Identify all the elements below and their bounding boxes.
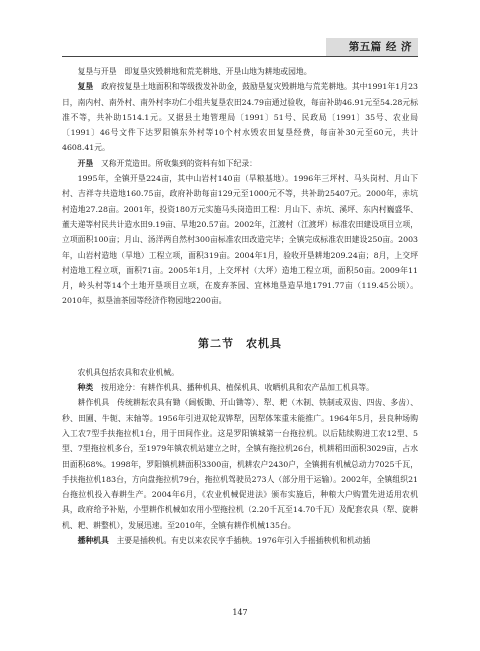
chapter-title: 经 济 bbox=[385, 41, 412, 53]
paragraph: 复垦与开垦 即复垦灾毁耕地和荒芜耕地、开垦山地为耕地或园地。 bbox=[77, 67, 312, 76]
running-header bbox=[62, 38, 418, 57]
section-heading: 第二节 农机具 bbox=[198, 336, 282, 350]
page-number: 147 bbox=[232, 608, 248, 617]
chapter-label: 第五篇 bbox=[348, 41, 382, 53]
paragraph: 开垦 又称开荒造田。所收集到的资料有如下纪录： bbox=[77, 158, 257, 168]
paragraph: 种类 按用途分：有耕作机具、播种机具、植保机具、收晒机具和农产品加工机具等。 bbox=[77, 383, 374, 393]
body-text bbox=[62, 64, 418, 548]
paragraph: 耕作机具 传统耕耘农具有锄（阔板锄、开山锄等）、犁、耙（木制、铁制或双齿、四齿、多齿）、秒、田圃、牛轭、末轴等。1956年引进双轮双铧犁，因犁体笨重未能推广。1964年5月，县良种场购入工农7型手扶拖拉机1台，用于田间作业。这是罗阳镇城第一台拖拉机。以后陆续购进工农12型、5型、7型拖拉机多台，至1979年镇农机站建立之时，全镇有拖拉机26台，机耕稻田面积3029亩，占水田面积68%。1998年，罗阳镇机耕面积3300亩，机耕农户2430户，全镇拥有机械总动力7025千瓦，手扶拖拉机183台，方向盘拖拉机79台，拖拉机驾驶员273人（部分用于运输）。2002年，全镇组织21台拖拉机投入春耕生产。2004年6月，《农业机械促进法》颁布实施后，种粮大户购置先进适用农机具，政府给予补贴，小型耕作机械如农用小型拖拉机（2.20千瓦至14.70千瓦）及配套农具（犁、旋耕机、耙、耕整机），发展迅速。至2010年，全镇有耕作机械135台。 bbox=[62, 398, 418, 530]
chapter-tab bbox=[326, 38, 418, 56]
paragraph: 农机具包括农具和农业机械。 bbox=[77, 367, 179, 377]
paragraph: 复垦 政府按复垦土地面积和等级拨发补助金，鼓励垦复灾毁耕地与荒芜耕地。其中1991年1月23日，南内村、南外村、南外村李功仁小组共复垦农田24.79亩通过验收，每亩补助46.91元至54.28元标准不等，共补助1514.1元。又据县土地管理局〔1991〕51号、民政局〔1991〕35号、农业局〔1991〕46号文件下达罗阳镇东外村等10个村水毁农田复垦经费，每亩补30元至60元，共计4608.41元。 bbox=[62, 82, 418, 153]
paragraph-lead: 开垦 bbox=[77, 158, 94, 168]
paragraph-lead: 播种机具 bbox=[77, 536, 109, 546]
paragraph-lead: 种类 bbox=[77, 383, 94, 393]
paragraph: 1995年，全镇开垦224亩，其中山岩村140亩（旱粮基地）。1996年三坪村、马头岗村、月山下村、吉祥寺共造地160.75亩，政府补助每亩129元至1000元不等，共补助25407元。2000年，赤坑村造地27.28亩。2001年，投资180万元实施马头岗造田工程：月山下、赤坑、溪坪、东内村巍盛华、董夫递等村民共计造水田9.19亩、旱地20.57亩。2002年，江渡村（江渡坪）标准农田建设项目立项，立项面积100亩；月山、汤洋两自然村300亩标准农田改造完毕；全镇完成标准农田建设250亩。2003年，山岩村造地（旱地）工程立项，面积319亩。2004年1月，验收开垦耕地209.24亩；8月，上交坪村造地工程立项，面积71亩。2005年1月，上交坪村（大坪）造地工程立项，面积50亩。2009年11月，岭头村等14个土地开垦项目立项，在废弃茶园、宜林地垦造旱地1791.77亩（119.45公顷）。2010年，拟垦油茶园等经济作物园地2200亩。 bbox=[62, 174, 418, 306]
paragraph-lead: 复垦 bbox=[77, 82, 94, 92]
paragraph: 播种机具 主要是插秧机。有史以来农民亨手插秧。1976年引入手摇插秧机和机动插 bbox=[77, 536, 371, 546]
